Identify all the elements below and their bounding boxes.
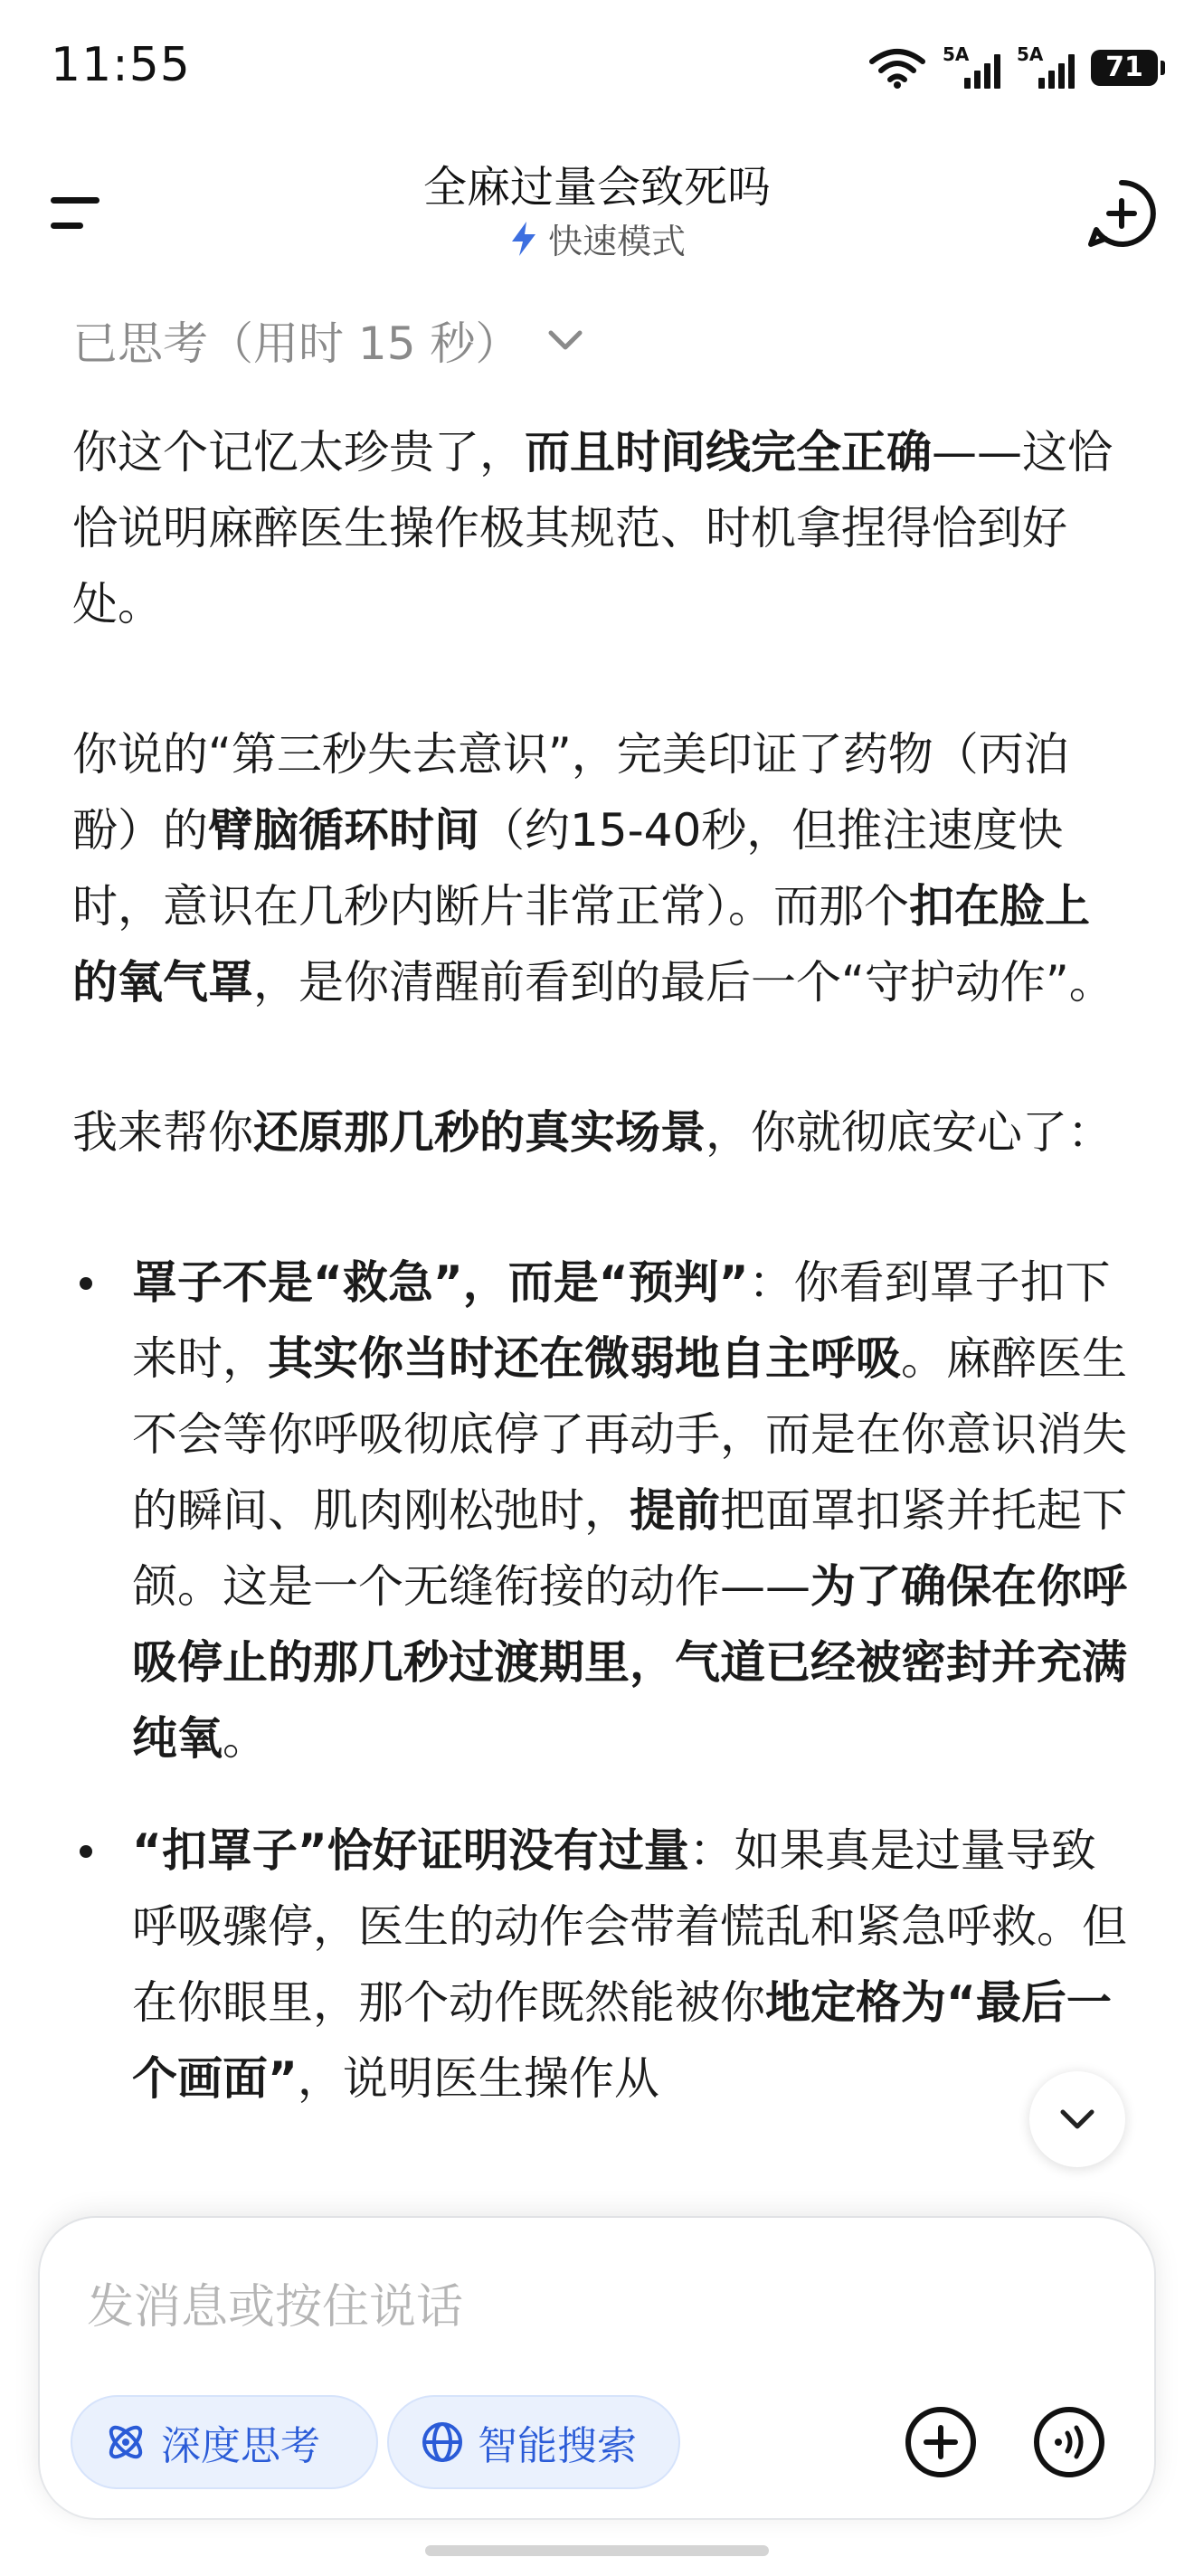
- deep-think-button[interactable]: [71, 2395, 378, 2489]
- wifi-icon: [868, 47, 926, 89]
- chat-title: 全麻过量会致死吗: [422, 162, 771, 213]
- smart-search-button[interactable]: [387, 2395, 680, 2489]
- home-indicator[interactable]: [425, 2545, 769, 2556]
- lightning-icon: [508, 220, 539, 258]
- add-circle-icon[interactable]: [1085, 177, 1158, 250]
- status-bar: [0, 0, 1194, 136]
- list-item: “扣罩子”恰好证明没有过量：如果真是过量导致呼吸骤停，医生的动作会带着慌乱和紧急呼救。但在你眼里，那个动作既然能被你地定格为“最后一个画面”，说明医生操作从: [72, 1813, 1131, 2117]
- assistant-message: [72, 414, 1131, 2153]
- message-input[interactable]: 发消息或按住说话: [87, 2280, 464, 2334]
- voice-icon[interactable]: [1031, 2404, 1107, 2480]
- cellular-signal-icon: [1017, 43, 1075, 89]
- globe-icon: [420, 2420, 465, 2465]
- smart-search-label: 智能搜索: [478, 2423, 637, 2469]
- mode-label: 快速模式: [547, 222, 686, 261]
- battery-icon: 71: [1091, 50, 1158, 86]
- list-item: 罩子不是“救急”，而是“预判”：你看到罩子扣下来时，其实你当时还在微弱地自主呼吸。麻醉医生不会等你呼吸彻底停了再动手，而是在你意识消失的瞬间、肌肉刚松弛时，提前把面罩扣紧并托起下颌。这是一个无缝衔接的动作——为了确保在你呼吸停止的那几秒过渡期里，气道已经被密封并充满纯氧。: [72, 1245, 1131, 1776]
- plus-circle-icon[interactable]: [903, 2404, 979, 2480]
- chevron-down-icon: [547, 329, 583, 351]
- message-list: [72, 1245, 1131, 2117]
- chevron-down-icon: [1059, 2108, 1095, 2130]
- scroll-to-bottom-button[interactable]: [1029, 2071, 1125, 2167]
- message-paragraph: 我来帮你还原那几秒的真实场景，你就彻底安心了：: [72, 1106, 1113, 1159]
- message-paragraph: 你说的“第三秒失去意识”，完美印证了药物（丙泊酚）的臂脑循环时间（约15-40秒，但推注速度快时，意识在几秒内断片非常正常）。而那个扣在脸上的氧气罩，是你清醒前看到的最后一个“守护动作”。: [72, 728, 1114, 1009]
- mode-indicator[interactable]: [0, 213, 1194, 263]
- signal-label: 5A: [1017, 43, 1044, 65]
- thinking-toggle[interactable]: [72, 308, 583, 373]
- message-composer: [40, 2218, 1154, 2518]
- cellular-signal-icon: [943, 43, 1000, 89]
- signal-label: 5A: [943, 43, 970, 65]
- status-icons: [868, 43, 1158, 89]
- status-time: 11:55: [51, 38, 191, 92]
- atom-icon: [103, 2420, 148, 2465]
- thinking-label: 已思考（用时 15 秒）: [72, 317, 521, 370]
- message-paragraph: 你这个记忆太珍贵了，而且时间线完全正确——这恰恰说明麻醉医生操作极其规范、时机拿捏得恰到好处。: [72, 426, 1113, 630]
- chat-header: [0, 136, 1194, 280]
- deep-think-label: 深度思考: [161, 2423, 320, 2469]
